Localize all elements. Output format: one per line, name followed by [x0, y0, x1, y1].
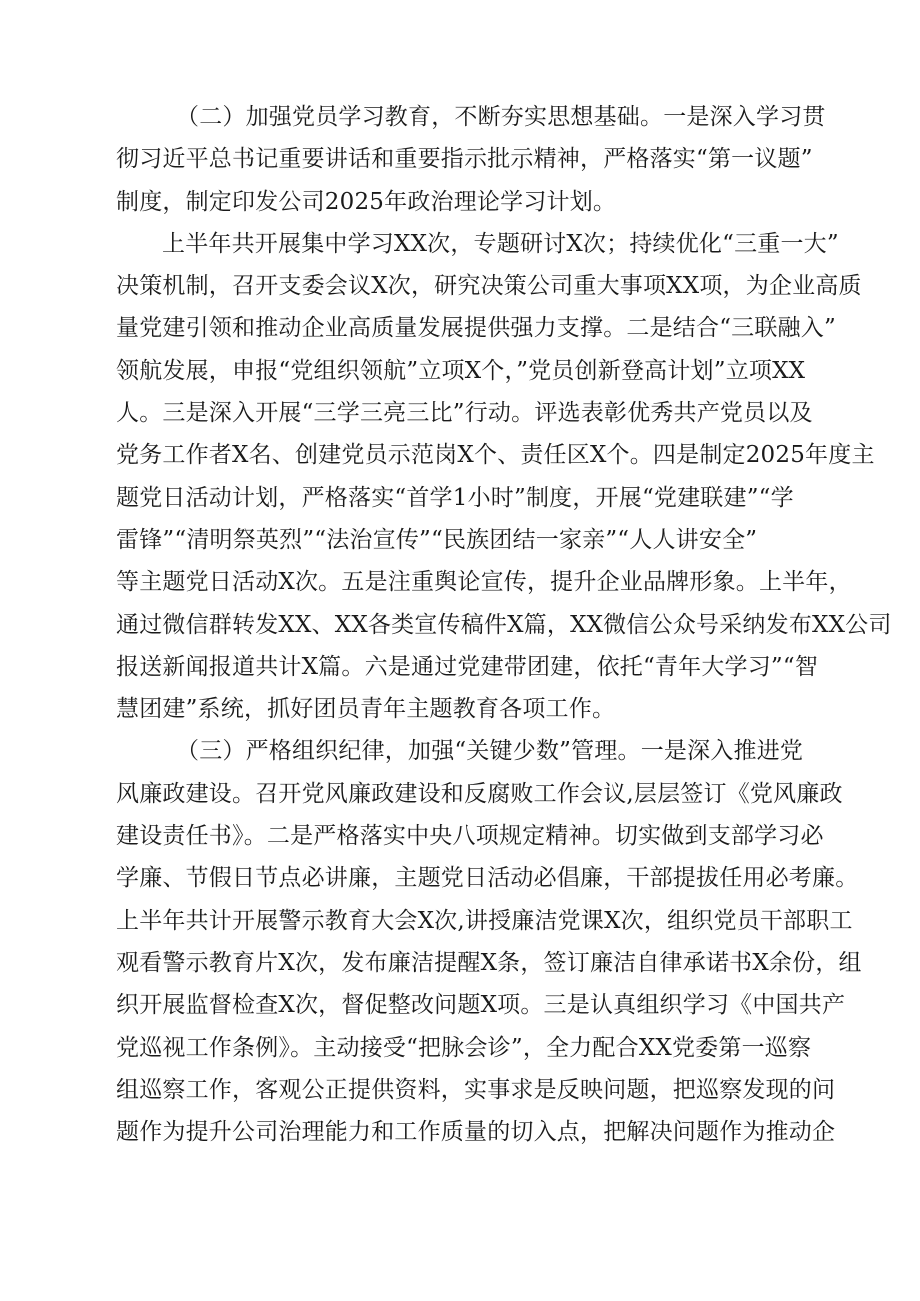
- paragraph-4-line-3: 建设责任书》。二是严格落实中央八项规定精神。切实做到支部学习必: [116, 823, 824, 850]
- paragraph-3-line-4: 领航发展，申报“党组织领航”立项X个，”党员创新登高计划”立项XX: [116, 357, 806, 384]
- document-body: [116, 96, 892, 1153]
- paragraph-3-line-9: 等主题党日活动X次。五是注重舆论宣传，提升企业品牌形象。上半年，: [116, 569, 852, 596]
- paragraph-3-line-7: 题党日活动计划，严格落实“首学1小时”制度，开展“党建联建”“学: [116, 484, 794, 511]
- paragraph-4-line-2: 风廉政建设。召开党风廉政建设和反腐败工作会议,层层签订《党风廉政: [116, 780, 843, 807]
- paragraph-3-line-5: 人。三是深入开展“三学三亮三比”行动。评选表彰优秀共产党员以及: [116, 400, 813, 427]
- paragraph-3-line-6: 党务工作者X名、创建党员示范岗X个、责任区X个。四是制定2025年度主: [116, 442, 875, 469]
- paragraph-4-line-9: 组巡察工作，客观公正提供资料，实事求是反映问题，把巡察发现的问: [116, 1076, 836, 1103]
- paragraph-4-line-10: 题作为提升公司治理能力和工作质量的切入点，把解决问题作为推动企: [116, 1119, 836, 1146]
- paragraph-4-line-4: 学廉、节假日节点必讲廉，主题党日活动必倡廉，干部提拔任用必考廉。: [116, 865, 859, 892]
- paragraph-3-line-2: 决策机制，召开支委会议X次，研究决策公司重大事项XX项，为企业高质: [116, 273, 862, 300]
- paragraph-4-line-5: 上半年共计开展警示教育大会X次,讲授廉洁党课X次，组织党员干部职工: [116, 907, 853, 934]
- paragraph-3-line-3: 量党建引领和推动企业高质量发展提供强力支撑。二是结合“三联融入”: [116, 315, 836, 342]
- paragraph-3-line-12: 慧团建”系统，抓好团员青年主题教育各项工作。: [116, 696, 616, 723]
- paragraph-4-line-6: 观看警示教育片X次，发布廉洁提醒X条，签订廉洁自律承诺书X余份，组: [116, 949, 862, 976]
- paragraph-3-line-8: 雷锋”“清明祭英烈”“法治宣传”“民族团结一家亲”“人人讲安全”: [116, 526, 758, 553]
- paragraph-4-line-8: 党巡视工作条例》。主动接受“把脉会诊”，全力配合XX党委第一巡察: [116, 1034, 812, 1061]
- paragraph-4-line-1: （三）严格组织纪律，加强“关键少数”管理。一是深入推进党: [176, 738, 804, 765]
- paragraph-3-line-1: 上半年共开展集中学习XX次，专题研讨X次；持续优化“三重一大”: [162, 230, 839, 257]
- paragraph-3-line-11: 报送新闻报道共计X篇。六是通过党建带团建，依托“青年大学习”“智: [116, 653, 819, 680]
- paragraph-3-line-10: 通过微信群转发XX、XX各类宣传稿件X篇，XX微信公众号采纳发布XX公司: [116, 611, 892, 638]
- paragraph-2-line-3: 制度，制定印发公司2025年政治理论学习计划。: [116, 188, 617, 215]
- paragraph-4-line-7: 织开展监督检查X次，督促整改问题X项。三是认真组织学习《中国共产: [116, 992, 846, 1019]
- paragraph-2-line-1: （二）加强党员学习教育，不断夯实思想基础。一是深入学习贯: [176, 104, 826, 130]
- paragraph-2-line-2: 彻习近平总书记重要讲话和重要指示批示精神，严格落实“第一议题”: [116, 146, 813, 173]
